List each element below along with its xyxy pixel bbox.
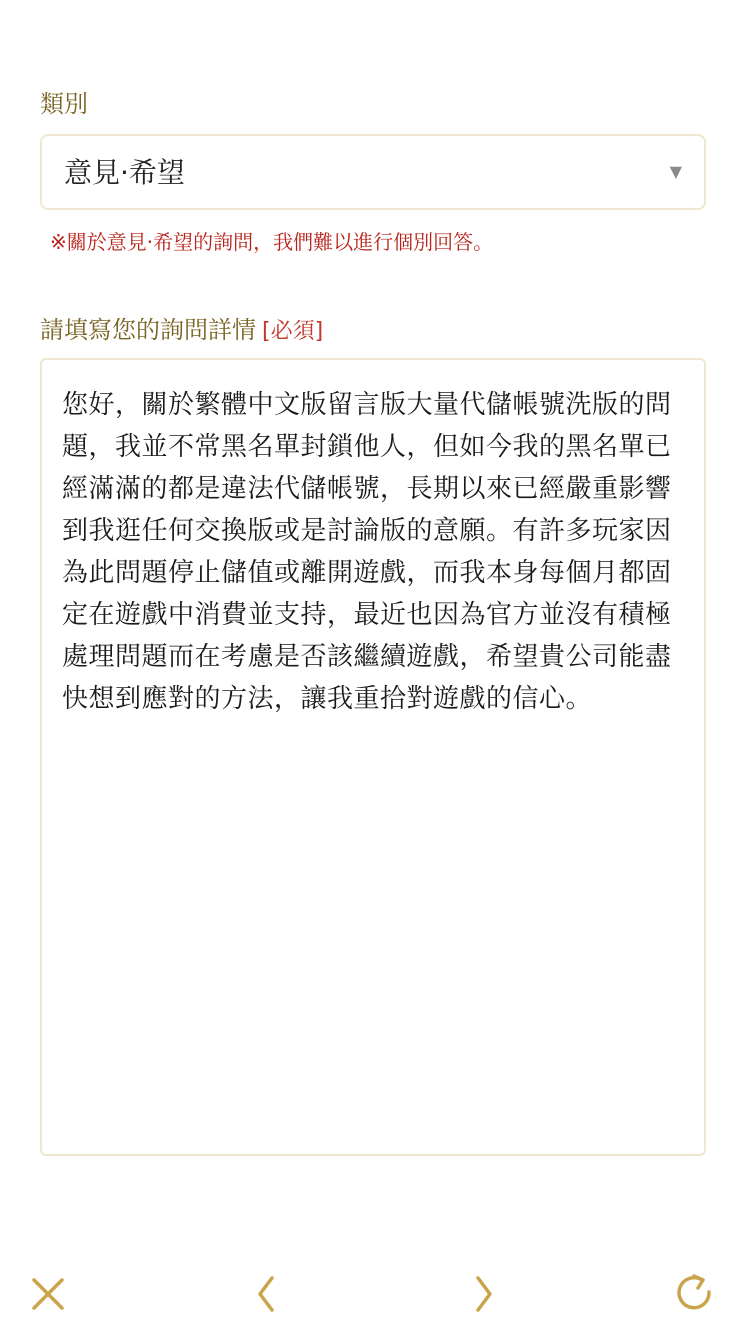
back-icon [242, 1270, 290, 1318]
category-select-value: 意見·希望 [64, 156, 185, 189]
details-textarea[interactable] [40, 358, 706, 1156]
dropdown-arrow-icon: ▼ [669, 162, 682, 181]
close-icon [24, 1270, 72, 1318]
forward-button[interactable] [460, 1270, 508, 1318]
forward-icon [460, 1270, 508, 1318]
reload-button[interactable] [670, 1270, 718, 1318]
details-label-text: 請填寫您的詢問詳情 [40, 316, 256, 344]
reload-icon [670, 1270, 718, 1318]
details-label [40, 314, 323, 348]
bottom-toolbar [0, 1254, 750, 1334]
category-select[interactable] [40, 134, 706, 210]
required-badge: [必須] [262, 319, 324, 344]
details-textarea-text: 您好，關於繁體中文版留言版大量代儲帳號洗版的問題，我並不常黑名單封鎖他人，但如今我的黑名單已經滿滿的都是違法代儲帳號，長期以來已經嚴重影響到我逛任何交換版或是討論版的意願。有許多玩家因為此問題停止儲值或離開遊戲，而我本身每個月都固定在遊戲中消費並支持，最近也因為官方並沒有積極處理問題而在考慮是否該繼續遊戲，希望貴公司能盡快想到應對的方法，讓我重拾對遊戲的信心。 [62, 390, 672, 714]
back-button[interactable] [242, 1270, 290, 1318]
close-button[interactable] [24, 1270, 72, 1318]
category-label: 類別 [40, 90, 88, 118]
category-notice: ※關於意見·希望的詢問，我們難以進行個別回答。 [50, 230, 494, 254]
